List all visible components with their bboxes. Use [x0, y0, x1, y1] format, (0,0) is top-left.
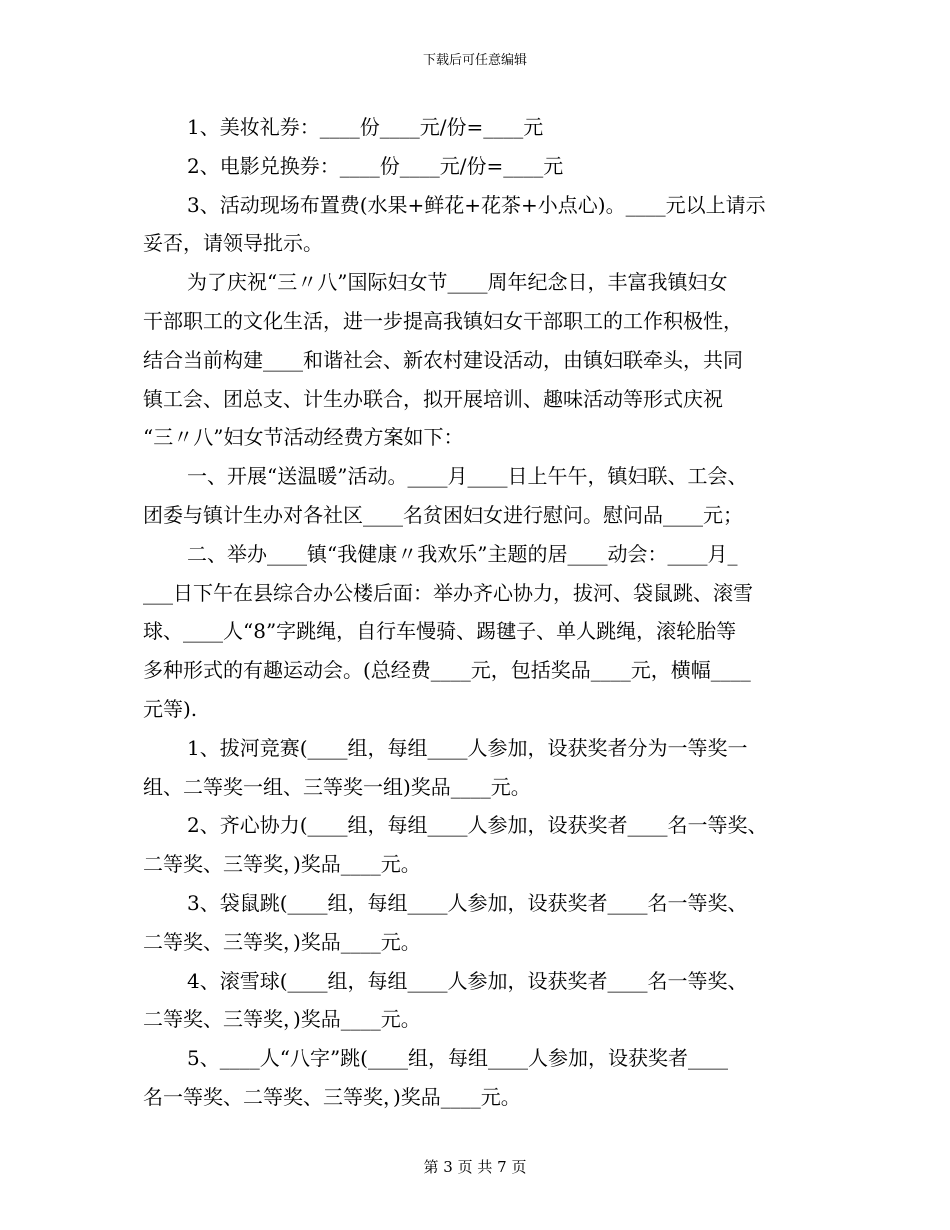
- text-line: 2、齐心协力(____组，每组____人参加，设获奖者____名一等奖、: [187, 813, 768, 838]
- text-line: 干部职工的文化生活，进一步提高我镇妇女干部职工的工作积极性，: [143, 308, 743, 333]
- text-line: “三〃八”妇女节活动经费方案如下：: [143, 425, 464, 450]
- text-line: 妥否，请领导批示。: [143, 231, 323, 256]
- text-line: 为了庆祝“三〃八”国际妇女节____周年纪念日，丰富我镇妇女: [187, 270, 728, 295]
- text-line: 二等奖、三等奖，)奖品____元。: [143, 929, 421, 954]
- text-line: 1、拔河竞赛(____组，每组____人参加，设获奖者分为一等奖一: [187, 735, 748, 760]
- text-line: 3、袋鼠跳(____组，每组____人参加，设获奖者____名一等奖、: [187, 890, 748, 915]
- text-line: 元等).: [143, 696, 198, 721]
- text-line: 组、二等奖一组、三等奖一组)奖品____元。: [143, 774, 531, 799]
- document-body: [143, 108, 813, 1117]
- text-line: 2、电影兑换券：____份____元/份=____元: [187, 153, 564, 178]
- text-line: 二、举办____镇“我健康〃我欢乐”主题的居____动会：____月_: [187, 541, 738, 566]
- text-line: 5、____人“八字”跳(____组，每组____人参加，设获奖者____: [187, 1046, 728, 1071]
- text-line: 球、____人“8”字跳绳，自行车慢骑、踢毽子、单人跳绳，滚轮胎等: [143, 619, 737, 644]
- text-line: 团委与镇计生办对各社区____名贫困妇女进行慰问。慰问品____元；: [143, 502, 743, 527]
- text-line: 一、开展“送温暖”活动。____月____日上午午，镇妇联、工会、: [187, 464, 748, 489]
- text-line: 二等奖、三等奖，)奖品____元。: [143, 1007, 421, 1032]
- text-line: 镇工会、团总支、计生办联合，拟开展培训、趣味活动等形式庆祝: [143, 386, 723, 411]
- text-line: 结合当前构建____和谐社会、新农村建设活动，由镇妇联牵头，共同: [143, 347, 743, 372]
- text-line: 1、美妆礼券：____份____元/份=____元: [187, 115, 544, 139]
- text-line: 名一等奖、二等奖、三等奖，)奖品____元。: [143, 1084, 521, 1109]
- page-header: 下载后可任意编辑: [422, 53, 527, 68]
- text-line: 3、活动现场布置费(水果+鲜花+花茶+小点心)。____元以上请示: [187, 192, 766, 217]
- text-line: ___日下午在县综合办公楼后面：举办齐心协力，拔河、袋鼠跳、滚雪: [143, 580, 753, 605]
- text-line: 二等奖、三等奖，)奖品____元。: [143, 852, 421, 877]
- page-footer: 第 3 页 共 7 页: [423, 1158, 527, 1176]
- text-line: 多种形式的有趣运动会。(总经费____元，包括奖品____元，横幅____: [143, 658, 751, 683]
- text-line: 4、滚雪球(____组，每组____人参加，设获奖者____名一等奖、: [187, 968, 748, 993]
